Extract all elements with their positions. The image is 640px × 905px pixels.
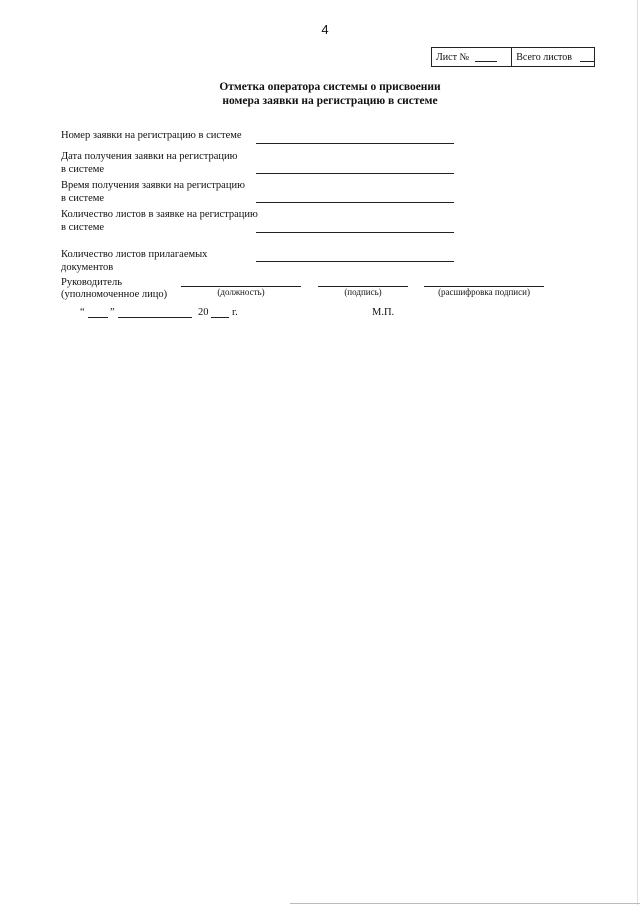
- receipt-time-label-line-1: Время получения заявки на регистрацию: [61, 180, 245, 191]
- receipt-date-label: [61, 150, 261, 176]
- receipt-time-line[interactable]: [256, 202, 454, 203]
- sheet-number-blank[interactable]: [475, 52, 497, 62]
- receipt-time-label-line-2: в системе: [61, 193, 105, 204]
- total-sheets-blank[interactable]: [580, 52, 594, 62]
- attached-sheets-label: Количество листов прилагаемых документов: [61, 249, 208, 273]
- sheet-number-label: Лист №: [436, 51, 469, 63]
- date-close-quote: ”: [110, 307, 115, 318]
- position-caption: (должность): [217, 287, 265, 297]
- application-sheets-label-line-1: Количество листов в заявке на регистрацию: [61, 209, 258, 220]
- form-title: [190, 80, 470, 108]
- receipt-time-label: [61, 179, 261, 205]
- receipt-date-line[interactable]: [256, 173, 454, 174]
- date-year-prefix: 20: [198, 307, 209, 318]
- application-sheets-label-line-2: в системе: [61, 222, 105, 233]
- receipt-date-label-line-1: Дата получения заявки на регистрацию: [61, 151, 238, 162]
- receipt-date-label-line-2: в системе: [61, 164, 105, 175]
- scan-edge-right: [637, 0, 638, 905]
- signatory-role-line-2: (уполномоченное лицо): [61, 289, 168, 300]
- total-sheets-label: Всего листов: [516, 51, 572, 63]
- application-number-line[interactable]: [256, 143, 454, 144]
- date-month-blank[interactable]: [118, 307, 192, 318]
- form-title-line-1: Отметка оператора системы о присвоении: [219, 81, 441, 93]
- signatory-role: [61, 277, 167, 301]
- sheet-count-box: [431, 47, 595, 67]
- signature-decoding-caption: (расшифровка подписи): [438, 287, 530, 297]
- date-day-blank[interactable]: [88, 307, 108, 318]
- page-number: 4: [321, 22, 329, 37]
- total-sheets-cell: [512, 48, 594, 66]
- sheet-number-cell: [432, 48, 512, 66]
- date-year-suffix: г.: [232, 307, 238, 318]
- application-number-label: Номер заявки на регистрацию в системе: [61, 130, 242, 141]
- stamp-place: М.П.: [372, 307, 395, 318]
- scan-edge-bottom: [290, 903, 640, 904]
- application-sheets-label: [61, 208, 261, 234]
- attached-sheets-line[interactable]: [256, 261, 454, 262]
- signature-caption: (подпись): [344, 287, 382, 297]
- application-sheets-line[interactable]: [256, 232, 454, 233]
- date-open-quote: “: [80, 307, 85, 318]
- date-year-blank[interactable]: [211, 307, 229, 318]
- signatory-role-line-1: Руководитель: [61, 277, 122, 288]
- form-title-line-2: номера заявки на регистрацию в системе: [222, 95, 438, 107]
